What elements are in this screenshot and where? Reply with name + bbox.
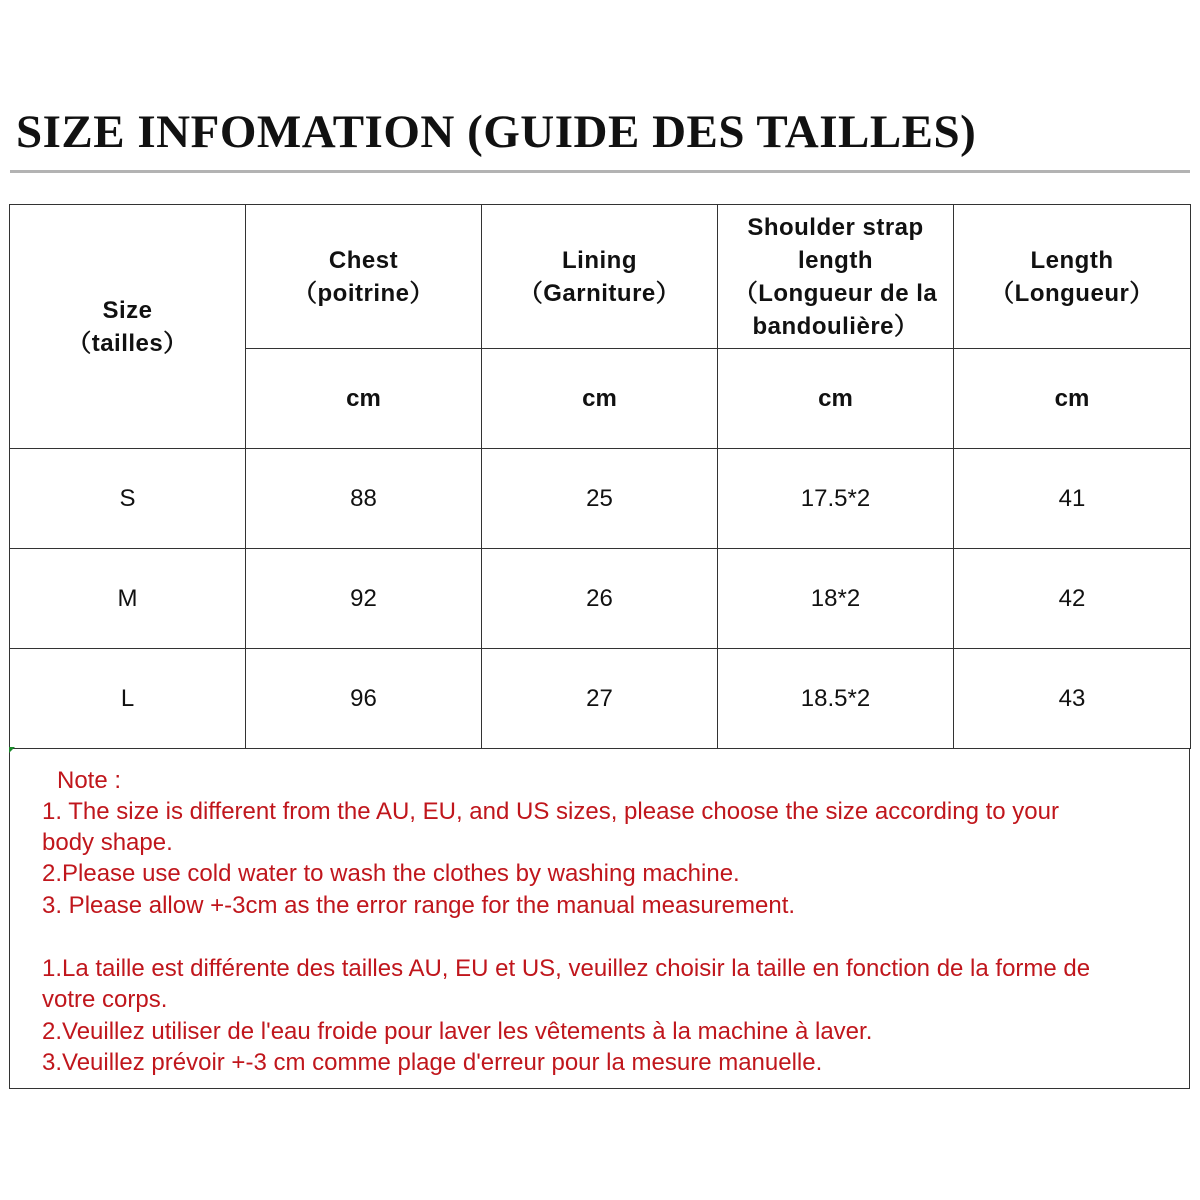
shoulder-strap-cell: 18*2 — [718, 549, 954, 649]
note-french-line: votre corps. — [42, 986, 168, 1013]
length-cell: 43 — [954, 649, 1191, 749]
note-french-line: 2.Veuillez utiliser de l'eau froide pour laver les vêtements à la machine à laver. — [42, 1018, 873, 1045]
note-english-line: 1. The size is different from the AU, EU, and US sizes, please choose the size according to your — [42, 798, 1059, 825]
lining-header-line: Lining — [562, 246, 637, 274]
size-cell: S — [10, 449, 246, 549]
chest-header-line: Chest — [328, 246, 399, 274]
table-row — [10, 549, 1191, 649]
note-heading: Note : — [57, 767, 122, 794]
chest-header-line: （poitrine） — [293, 279, 434, 307]
shoulder-strap-cell: 17.5*2 — [718, 449, 954, 549]
length-header-line: （Longueur） — [990, 279, 1154, 307]
size-header-cell — [10, 205, 246, 449]
shoulder-strap-header-line: bandoulière） — [752, 312, 919, 340]
unit-cell: cm — [718, 349, 954, 449]
lining-cell: 27 — [482, 649, 718, 749]
length-header-line: Length — [1030, 246, 1114, 274]
unit-cell: cm — [482, 349, 718, 449]
header-row — [10, 205, 1191, 349]
chest-cell: 88 — [246, 449, 482, 549]
size-table — [9, 204, 1191, 749]
shoulder-strap-header-line: （Longueur de la — [733, 279, 938, 307]
page-title: SIZE INFOMATION (GUIDE DES TAILLES) — [16, 106, 977, 158]
size-cell: M — [10, 549, 246, 649]
shoulder-strap-header-cell — [718, 205, 954, 349]
lining-cell: 25 — [482, 449, 718, 549]
size-header-line: （tailles） — [67, 329, 188, 357]
length-cell: 41 — [954, 449, 1191, 549]
chest-cell: 92 — [246, 549, 482, 649]
table-row — [10, 649, 1191, 749]
note-french-line: 3.Veuillez prévoir +-3 cm comme plage d'erreur pour la mesure manuelle. — [42, 1049, 823, 1076]
note-english-line: body shape. — [42, 829, 173, 856]
size-cell: L — [10, 649, 246, 749]
title-divider — [10, 170, 1190, 173]
notes-box — [9, 748, 1190, 1089]
chest-cell: 96 — [246, 649, 482, 749]
corner-mark — [9, 747, 15, 753]
shoulder-strap-cell: 18.5*2 — [718, 649, 954, 749]
length-cell: 42 — [954, 549, 1191, 649]
unit-cell: cm — [246, 349, 482, 449]
unit-cell: cm — [954, 349, 1191, 449]
lining-header-line: （Garniture） — [518, 279, 681, 307]
note-english-line: 3. Please allow +-3cm as the error range for the manual measurement. — [42, 892, 796, 919]
note-english-line: 2.Please use cold water to wash the clothes by washing machine. — [42, 860, 740, 887]
lining-header-cell — [482, 205, 718, 349]
shoulder-strap-header-line: length — [798, 246, 873, 274]
shoulder-strap-header-line: Shoulder strap — [747, 213, 924, 241]
note-french-line: 1.La taille est différente des tailles AU, EU et US, veuillez choisir la taille en fonction de la forme de — [42, 955, 1091, 982]
length-header-cell — [954, 205, 1191, 349]
lining-cell: 26 — [482, 549, 718, 649]
table-row — [10, 449, 1191, 549]
size-header-line: Size — [102, 296, 153, 324]
chest-header-cell — [246, 205, 482, 349]
